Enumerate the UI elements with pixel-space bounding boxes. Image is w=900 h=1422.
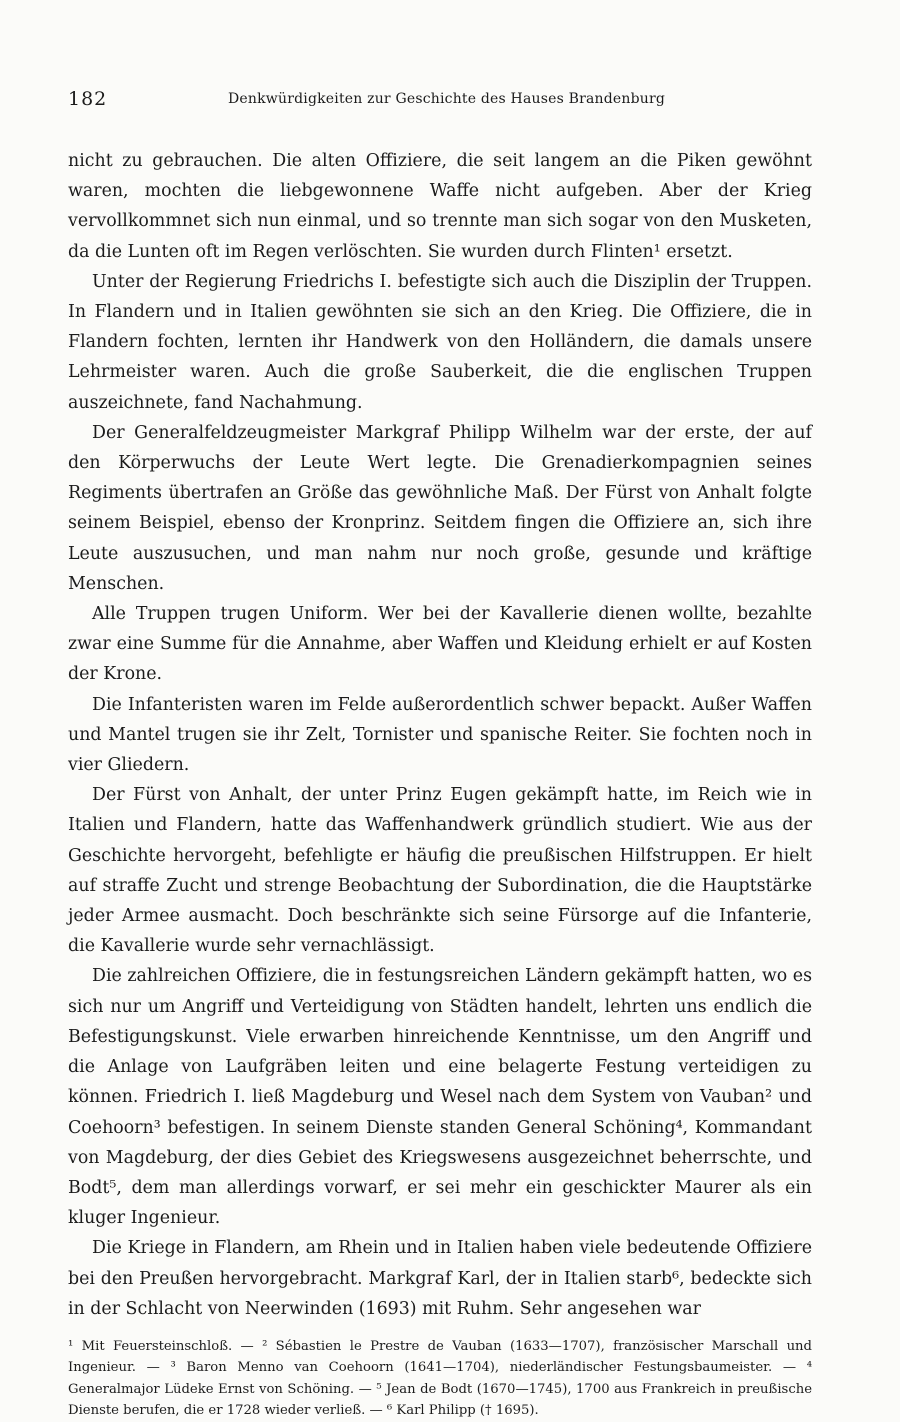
footnote: ⁴ Generalmajor Lüdeke Ernst von Schöning. — bbox=[68, 1360, 812, 1397]
footnote: ² Sébastien le Prestre de Vauban (1633—1707), französischer Marschall und Ingenieur. — bbox=[68, 1338, 812, 1376]
footnote: ⁵ Jean de Bodt (1670—1745), 1700 aus Frankreich in preußische Dienste berufen, die er 1728 wieder verließ. — bbox=[68, 1381, 813, 1419]
footnotes bbox=[68, 1336, 812, 1422]
body-text bbox=[68, 146, 812, 1324]
paragraph: Unter der Regierung Friedrichs I. befestigte sich auch die Disziplin der Truppen. In Flandern und in Italien gewöhnten sie sich an den Krieg. Die Offiziere, die in Flandern fochten, lernten ihr Handwerk von den Holländern, die damals unsere Lehrmeister waren. Auch die große Sauberkeit, die die englischen Truppen auszeichnete, fand Nachahmung. bbox=[68, 271, 812, 413]
footnote: ¹ Mit Feuersteinschloß. — bbox=[68, 1338, 263, 1354]
page-header bbox=[68, 88, 812, 116]
running-head: Denkwürdigkeiten zur Geschichte des Hauses Brandenburg bbox=[228, 91, 666, 107]
footnote: ⁶ Karl Philipp († 1695). bbox=[386, 1403, 539, 1419]
paragraph: Der Fürst von Anhalt, der unter Prinz Eugen gekämpft hatte, im Reich wie in Italien und Flandern, hatte das Waffenhandwerk gründlich studiert. Wie aus der Geschichte hervorgeht, befehligte er häufig die preußischen Hilfstruppen. Er hielt auf straffe Zucht und strenge Beobachtung der Subordination, die die Hauptstärke jeder Armee ausmacht. Doch beschränkte sich seine Fürsorge auf die Infanterie, die Kavallerie wurde sehr vernachlässigt. bbox=[68, 785, 812, 957]
footnote: ³ Baron Menno van Coehoorn (1641—1704), niederländischer Festungsbaumeister. — bbox=[170, 1360, 807, 1376]
paragraph: Die zahlreichen Offiziere, die in festungsreichen Ländern gekämpft hatten, wo es sich nur um Angriff und Verteidigung von Städten handelt, lehrten uns endlich die Befestigungskunst. Viele erwarben hinreichende Kenntnisse, um den Angriff und die Anlage von Laufgräben leiten und eine belagerte Festung verteidigen zu können. Friedrich I. ließ Magdeburg und Wesel nach dem System von Vauban² und Coehoorn³ befestigen. In seinem Dienste standen General Schöning⁴, Kommandant von Magdeburg, der dies Gebiet des Kriegswesens ausgezeichnet beherrschte, und Bodt⁵, dem man allerdings vorwarf, er sei mehr ein geschickter Maurer als ein kluger Ingenieur. bbox=[68, 966, 812, 1229]
page-number: 182 bbox=[68, 88, 108, 110]
book-page bbox=[68, 88, 812, 1422]
paragraph: Die Infanteristen waren im Felde außerordentlich schwer bepackt. Außer Waffen und Mantel trugen sie ihr Zelt, Tornister und spanische Reiter. Sie fochten noch in vier Gliedern. bbox=[68, 694, 812, 776]
paragraph: nicht zu gebrauchen. Die alten Offiziere, die seit langem an die Piken gewöhnt waren, mochten die liebgewonnene Waffe nicht aufgeben. Aber der Krieg vervollkommnet sich nun einmal, und so trennte man sich sogar von den Musketen, da die Lunten oft im Regen verlöschten. Sie wurden durch Flinten¹ ersetzt. bbox=[68, 151, 812, 262]
paragraph: Der Generalfeldzeugmeister Markgraf Philipp Wilhelm war der erste, der auf den Körperwuchs der Leute Wert legte. Die Grenadierkompagnien seines Regiments übertrafen an Größe das gewöhnliche Maß. Der Fürst von Anhalt folgte seinem Beispiel, ebenso der Kronprinz. Seitdem fingen die Offiziere an, sich ihre Leute auszusuchen, und man nahm nur noch große, gesunde und kräftige Menschen. bbox=[68, 422, 812, 594]
paragraph: Die Kriege in Flandern, am Rhein und in Italien haben viele bedeutende Offiziere bei den Preußen hervorgebracht. Markgraf Karl, der in Italien starb⁶, bedeckte sich in der Schlacht von Neerwinden (1693) mit Ruhm. Sehr angesehen war bbox=[68, 1238, 812, 1319]
paragraph: Alle Truppen trugen Uniform. Wer bei der Kavallerie dienen wollte, bezahlte zwar eine Summe für die Annahme, aber Waffen und Kleidung erhielt er auf Kosten der Krone. bbox=[68, 604, 812, 685]
